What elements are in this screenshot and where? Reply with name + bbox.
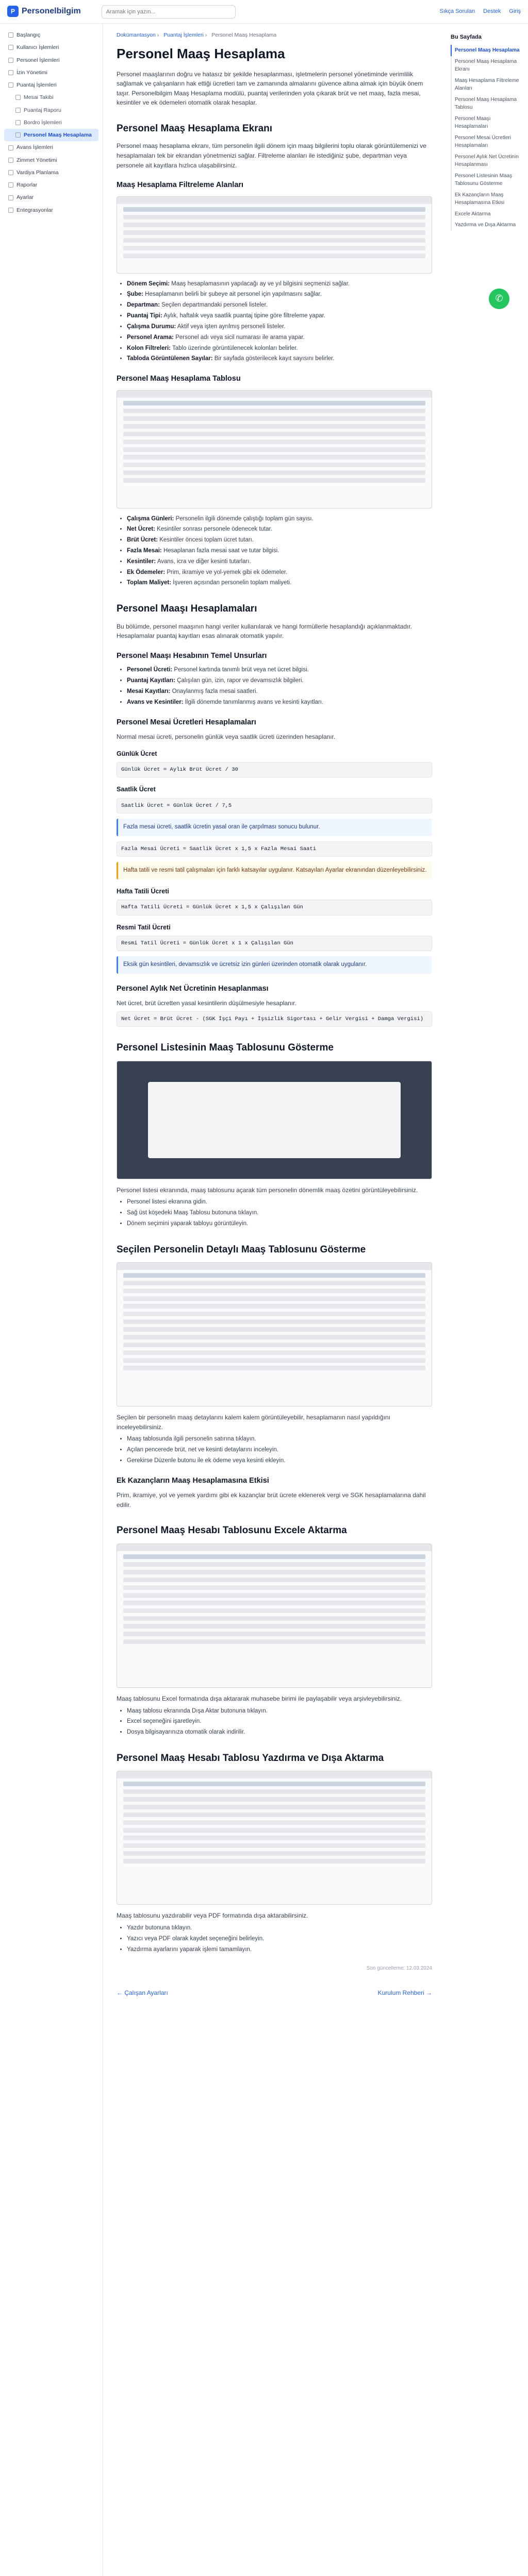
sidebar-item-label: Zimmet Yönetimi [16,157,57,163]
formula-holiday: Resmi Tatil Ücreti = Günlük Ücret x 1 x Çalışılan Gün [117,936,432,951]
top-nav-faq[interactable]: Sıkça Sorulan [439,8,475,14]
item-term: Personel Arama: [127,334,174,341]
toc-item[interactable]: Personel Maaşı Hesaplamaları [451,113,523,132]
formula-label: Resmi Tatil Ücreti [117,923,171,931]
item-term: Brüt Ücret: [127,537,158,544]
subsection-title: Personel Mesai Ücretleri Hesaplamaları [117,718,256,726]
item-desc: Çalışılan gün, izin, rapor ve devamsızlık bilgileri. [177,677,304,684]
formula-net: Net Ücret = Brüt Ücret - (SGK İşçi Payı + İşsizlik Sigortası + Gelir Vergisi + Damga Vergisi) [117,1011,432,1027]
item-desc: İlgili dönemde tanımlanmış avans ve kesinti kayıtları. [185,699,324,705]
list-item [127,687,432,697]
item-term: Kesintiler: [127,558,156,565]
list-item [127,280,432,289]
toc-item[interactable]: Personel Maaş Hesaplama Ekranı [451,56,523,75]
basics-list [127,666,432,707]
brand-name: Personelbilgim [22,7,81,16]
sidebar-item[interactable] [4,191,98,204]
step-item: • Yazdır butonuna tıklayın. [127,1924,432,1933]
item-term: Tabloda Görüntülenen Sayılar: [127,355,213,362]
sidebar-item[interactable] [4,116,98,129]
step-item: • Dönem seçimini yaparak tabloyu görüntüleyin. [127,1219,432,1229]
toc-item[interactable]: Yazdırma ve Dışa Aktarma [451,219,523,231]
filter-screenshot [117,196,432,274]
step-item: • Yazıcı veya PDF olarak kaydet seçeneğini belirleyin. [127,1935,432,1944]
toc-list [451,45,523,231]
toc-title: Bu Sayfada [451,34,482,40]
step-item: • Excel seçeneğini işaretleyin. [127,1717,432,1726]
list-item [127,568,432,578]
item-term: Dönem Seçimi: [127,280,170,287]
list-item [127,312,432,321]
toc-item[interactable]: Personel Aylık Net Ücretinin Hesaplanması [451,151,523,171]
item-term: Şube: [127,291,143,298]
section-title: Personel Maaşı Hesaplamaları [117,603,257,615]
list-item [127,536,432,545]
search-input[interactable] [102,5,236,19]
section-title: Personel Maaş Hesabı Tablosu Yazdırma ve Dışa Aktarma [117,1752,384,1764]
top-nav-support[interactable]: Destek [483,8,501,14]
folder-icon [8,195,13,200]
last-updated: Son güncelleme: 12.03.2024 [366,1965,432,1972]
brand-logo[interactable] [7,5,81,18]
list-item [127,323,432,332]
print-screenshot [117,1771,432,1905]
right-sidebar [446,24,528,2576]
section-text: Personel maaş hesaplama ekranı, tüm personelin ilgili dönem için maaş bilgilerini toplu olarak görüntülemenizi ve hesaplamaları tek bir ekrandan yönetmenizi sağlar. Filtreleme alanları ile istediğiniz şube, departman veya personele ait kayıtlara hızlıca ulaşabilirsiniz. [117,142,426,169]
page-navigation [117,1988,432,1998]
toc-item[interactable]: Personel Maaş Hesaplama Tablosu [451,94,523,113]
sidebar-item[interactable] [4,29,98,41]
item-desc: Kesintiler öncesi toplam ücret tutarı. [159,537,254,544]
subsection-title: Maaş Hesaplama Filtreleme Alanları [117,181,244,190]
info-note: Eksik gün kesintileri, devamsızlık ve ücretsiz izin günleri üzerinden otomatik olarak uygulanır. [117,956,432,974]
sidebar-item[interactable] [4,54,98,66]
info-note: Fazla mesai ücreti, saatlik ücretin yasal oran ile çarpılması sonucu bulunur. [117,819,432,836]
section-text: Net ücret, brüt ücretten yasal kesintilerin düşülmesiyle hesaplanır. [117,999,296,1007]
item-desc: Seçilen departmandaki personeli listeler. [161,302,268,309]
folder-icon [8,170,13,175]
folder-icon [8,208,13,213]
subsection-title: Personel Maaşı Hesabının Temel Unsurları [117,651,267,660]
item-term: Net Ücret: [127,526,155,533]
formula-label: Günlük Ücret [117,750,157,757]
item-desc: Hesaplanan fazla mesai saat ve tutar bilgisi. [163,548,279,554]
sidebar-item[interactable] [4,166,98,179]
top-nav [440,7,521,16]
section-text: Maaş tablosunu yazdırabilir veya PDF formatında dışa aktarabilirsiniz. [117,1912,308,1920]
sidebar-item[interactable] [4,154,98,166]
list-item [127,344,432,353]
section-text: Seçilen bir personelin maaş detaylarını kalem kalem görüntüleyebilir, hesaplamanın nasıl yapıldığını inceleyebilirsiniz. [117,1414,390,1431]
formula-overtime: Fazla Mesai Ücreti = Saatlik Ücret x 1,5 x Fazla Mesai Saati [117,841,432,857]
folder-icon [8,70,13,75]
item-desc: Tablo üzerinde görüntülenecek kolonları belirler. [172,345,298,351]
section-title: Seçilen Personelin Detaylı Maaş Tablosunu Gösterme [117,1244,366,1255]
folder-icon [15,95,21,100]
item-term: Puantaj Tipi: [127,313,162,319]
item-term: Mesai Kayıtları: [127,688,171,694]
steps-list [127,1924,432,1954]
list-item [127,301,432,310]
sidebar-item[interactable] [4,79,98,91]
step-item: • Dosya bilgisayarınıza otomatik olarak indirilir. [127,1728,432,1737]
toc-item[interactable]: Personel Mesai Ücretleri Hesaplamaları [451,132,523,151]
folder-icon [8,182,13,188]
item-term: Departman: [127,302,160,309]
steps-list [127,1707,432,1737]
list-salary-screenshot [117,1061,432,1179]
formula-daily: Günlük Ücret = Aylık Brüt Ücret / 30 [117,762,432,777]
prev-page-link[interactable]: ← Çalışan Ayarları [117,1989,168,1996]
item-desc: İşveren açısından personelin toplam maliyeti. [173,580,292,586]
folder-icon [15,120,21,125]
folder-icon [15,132,21,138]
list-item [127,525,432,534]
toc-item[interactable]: Maaş Hesaplama Filtreleme Alanları [451,75,523,94]
warning-note: Hafta tatili ve resmi tatil çalışmaları için farklı katsayılar uygulanır. Katsayıları Ayarlar ekranından düzenleyebilirsiniz. [117,862,432,879]
sidebar-item-label: Personel Maaş Hesaplama [24,132,92,139]
item-desc: Aktif veya işten ayrılmış personeli listeler. [177,323,286,330]
item-desc: Maaş hesaplamasının yapılacağı ay ve yıl bilgisini seçmenizi sağlar. [171,280,350,287]
toc-item[interactable]: Excele Aktarma [451,209,523,220]
toc-item[interactable]: Personel Maaş Hesaplama [451,45,523,56]
item-term: Fazla Mesai: [127,548,162,554]
toc-item[interactable]: Personel Listesinin Maaş Tablosunu Gösterme [451,171,523,190]
item-desc: Aylık, haftalık veya saatlik puantaj tipine göre filtreleme yapar. [163,313,326,319]
folder-icon [8,32,13,38]
section-text: Personel listesi ekranında, maaş tablosunu açarak tüm personelin dönemlik maaş özetini görüntüleyebilirsiniz. [117,1186,418,1194]
breadcrumb-current: Personel Maaş Hesaplama [211,32,277,38]
item-desc: Bir sayfada gösterilecek kayıt sayısını belirler. [214,355,335,362]
item-term: Çalışma Günleri: [127,515,174,522]
table-column-list [127,515,432,588]
folder-icon [8,158,13,163]
main-content [103,24,446,2576]
list-item [127,515,432,524]
item-desc: Personelin ilgili dönemde çalıştığı toplam gün sayısı. [175,515,314,522]
detail-salary-screenshot [117,1262,432,1406]
filter-list [127,280,432,364]
folder-icon [8,145,13,150]
top-nav-login[interactable]: Giriş [509,8,521,14]
item-term: Puantaj Kayıtları: [127,677,175,684]
sidebar-item[interactable] [4,104,98,116]
sidebar-item-label: Başlangıç [16,32,41,38]
list-item [127,676,432,686]
list-item [127,290,432,299]
subsection-title: Personel Maaş Hesaplama Tablosu [117,375,241,383]
sidebar-item[interactable] [4,129,98,141]
item-desc: Prim, ikramiye ve yol-yemek gibi ek ödemeler. [167,569,288,575]
folder-icon [8,45,13,50]
list-item [127,547,432,556]
item-term: Avans ve Kesintiler: [127,699,184,705]
item-term: Ek Ödemeler: [127,569,166,575]
sidebar-item[interactable] [4,179,98,191]
sidebar-item-label: Raporlar [16,182,38,189]
step-item: • Gerekirse Düzenle butonu ile ek ödeme veya kesinti ekleyin. [127,1456,432,1466]
page-title: Personel Maaş Hesaplama [117,46,285,62]
item-term: Personel Ücreti: [127,667,173,673]
formula-hourly: Saatlik Ücret = Günlük Ücret / 7,5 [117,798,432,814]
left-sidebar [0,24,103,2576]
sidebar-item-label: Avans İşlemleri [16,144,53,151]
sidebar-item-label: İzin Yönetimi [16,69,47,76]
folder-icon [8,82,13,88]
item-desc: Personel kartında tanımlı brüt veya net ücret bilgisi. [174,667,309,673]
breadcrumb: Dokümantasyon › Puantaj İşlemleri › Personel Maaş Hesaplama [117,32,277,38]
step-item: • Maaş tablosu ekranında Dışa Aktar butonuna tıklayın. [127,1707,432,1716]
toc-item[interactable]: Ek Kazançların Maaş Hesaplamasına Etkisi [451,190,523,209]
sidebar-item-label: Kullanıcı İşlemleri [16,44,59,51]
logo-icon: P [7,6,19,17]
step-item: • Personel listesi ekranına gidin. [127,1198,432,1207]
list-item [127,666,432,675]
step-item: • Maaş tablosunda ilgili personelin satırına tıklayın. [127,1435,432,1444]
step-item: • Sağ üst köşedeki Maaş Tablosu butonuna tıklayın. [127,1209,432,1218]
subsection-title: Personel Aylık Net Ücretinin Hesaplanması [117,984,269,993]
intro-text: Personel maaşlarının doğru ve hatasız bir şekilde hesaplanması, işletmelerin personel yönetiminde verimlilik sağlamak ve çalışanların hak ettiği ücretleri tam ve zamanında almalarını güvence altına almak için büyük önem taşır. Personelbilgim Maaş Hesaplama modülü, puantaj verilerinden yola çıkarak brüt ve net maaş, fazla mesai, kesintiler ve ek ödemeleri otomatik olarak hesaplar. [117,70,423,107]
steps-list [127,1198,432,1228]
step-item: • Yazdırma ayarlarını yaparak işlemi tamamlayın. [127,1945,432,1955]
item-desc: Hesaplamanın belirli bir şubeye ait personel için yapılmasını sağlar. [145,291,322,298]
top-bar [0,0,528,24]
sidebar-item-label: Entegrasyonlar [16,207,53,213]
item-term: Çalışma Durumu: [127,323,176,330]
item-desc: Kesintiler sonrası personele ödenecek tutar. [157,526,272,533]
section-text: Normal mesai ücreti, personelin günlük veya saatlik ücreti üzerinden hesaplanır. [117,733,336,741]
section-text: Maaş tablosunu Excel formatında dışa aktararak muhasebe birimi ile paylaşabilir veya arşivleyebilirsiniz. [117,1694,402,1702]
sidebar-item-label: Puantaj İşlemleri [16,82,57,89]
breadcrumb-item[interactable]: Dokümantasyon [117,32,156,38]
breadcrumb-item[interactable]: Puantaj İşlemleri [163,32,204,38]
sidebar-item[interactable] [4,91,98,104]
sidebar-item[interactable] [4,41,98,54]
sidebar-item-label: Personel İşlemleri [16,57,60,63]
item-desc: Onaylanmış fazla mesai saatleri. [172,688,258,694]
sidebar-item-label: Ayarlar [16,194,34,201]
list-item [127,333,432,343]
item-term: Kolon Filtreleri: [127,345,171,351]
section-text: Prim, ikramiye, yol ve yemek yardımı gibi ek kazançlar brüt ücrete eklenerek vergi ve SGK hesaplamalarına dahil edilir. [117,1492,426,1509]
item-term: Toplam Maliyet: [127,580,172,586]
list-item [127,579,432,588]
list-item [127,557,432,567]
section-title: Personel Maaş Hesabı Tablosunu Excele Aktarma [117,1525,347,1536]
excel-screenshot [117,1544,432,1688]
section-title: Personel Maaş Hesaplama Ekranı [117,123,273,134]
list-item [127,698,432,707]
step-item: • Açılan pencerede brüt, net ve kesinti detaylarını inceleyin. [127,1446,432,1455]
whatsapp-icon[interactable]: ✆ [489,289,509,309]
next-page-link[interactable]: Kurulum Rehberi → [377,1989,432,1996]
section-title: Personel Listesinin Maaş Tablosunu Gösterme [117,1042,334,1054]
sidebar-item-label: Mesai Takibi [24,94,54,101]
section-text: Bu bölümde, personel maaşının hangi veriler kullanılarak ve hangi formüllerle hesaplandığı açıklanmaktadır. Hesaplamalar puantaj kayıtları esas alınarak otomatik yapılır. [117,622,412,640]
folder-icon [8,58,13,63]
sidebar-item[interactable] [4,141,98,154]
sidebar-item[interactable] [4,204,98,216]
folder-icon [15,108,21,113]
formula-label: Saatlik Ücret [117,786,156,793]
formula-weekend: Hafta Tatili Ücreti = Günlük Ücret x 1,5 x Çalışılan Gün [117,900,432,915]
subsection-title: Ek Kazançların Maaş Hesaplamasına Etkisi [117,1476,269,1485]
list-item [127,354,432,364]
sidebar-item-label: Vardiya Planlama [16,169,59,176]
sidebar-item-label: Bordro İşlemleri [24,119,62,126]
item-desc: Personel adı veya sicil numarası ile arama yapar. [175,334,305,341]
sidebar-item[interactable] [4,66,98,79]
item-desc: Avans, icra ve diğer kesinti tutarları. [157,558,251,565]
sidebar-item-label: Puantaj Raporu [24,107,61,113]
steps-list [127,1435,432,1465]
salary-table-screenshot [117,390,432,509]
formula-label: Hafta Tatili Ücreti [117,887,169,895]
